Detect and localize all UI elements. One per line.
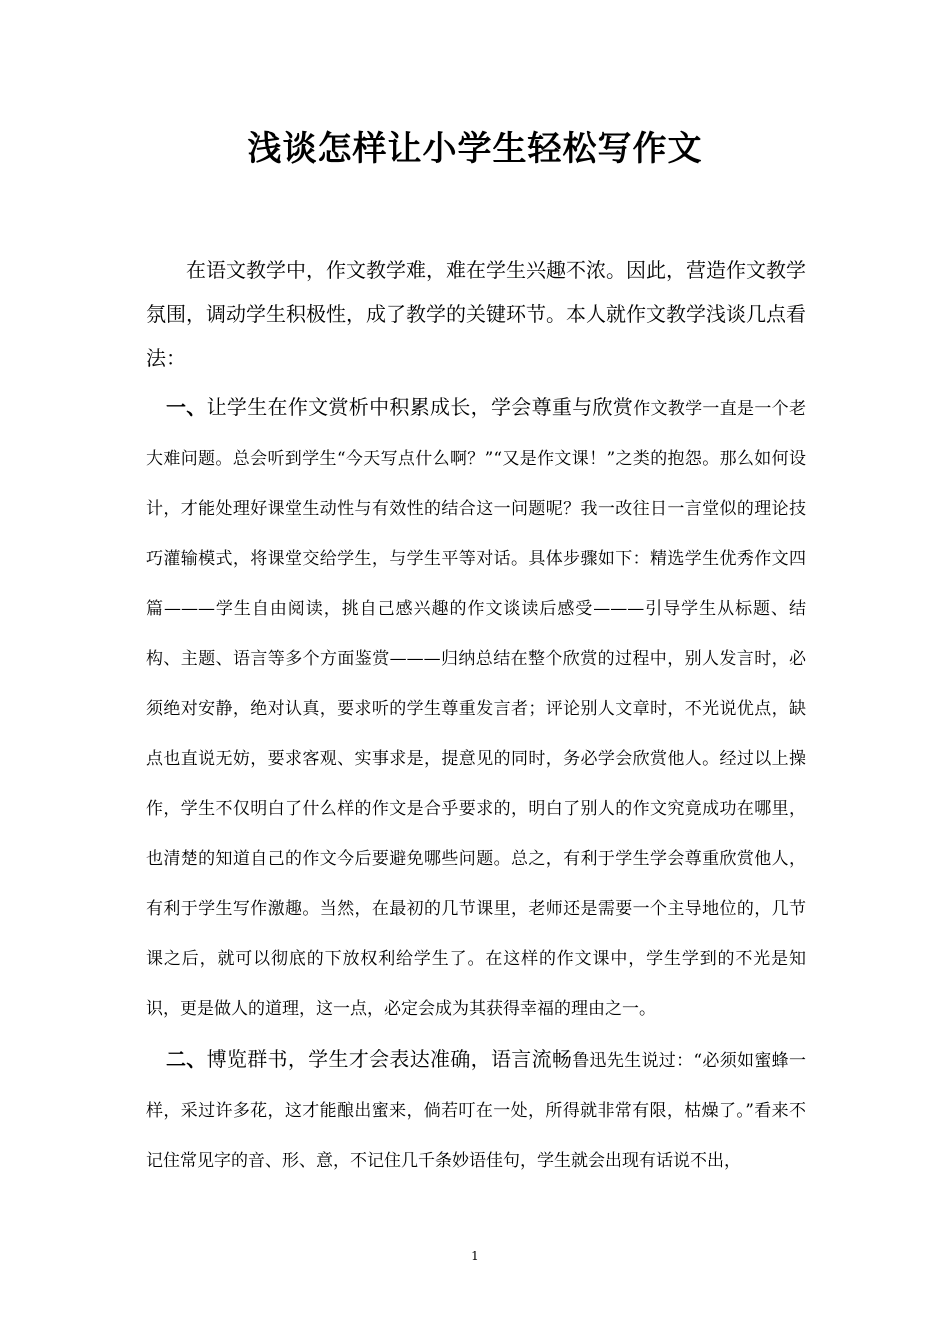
document-title: 浅谈怎样让小学生轻松写作文 xyxy=(247,129,703,169)
section-2-heading-text: 博览群书，学生才会表达准确，语言流畅 xyxy=(206,1047,573,1071)
section-1-number: 一、 xyxy=(166,395,207,419)
section-1-body: 作文教学一直是一个老大难问题。总会听到学生“今天写点什么啊？”“又是作文课！”之类的抱怨。那么如何设计，才能处理好课堂生动性与有效性的结合这一问题呢？我一改往日一言堂似的理论技巧灌输模式，将课堂交给学生，与学生平等对话。具体步骤如下：精选学生优秀作文四篇———学生自由阅读，挑自己感兴趣的作文谈读后感受———引导学生从标题、结构、主题、语言等多个方面鉴赏———归纳总结在整个欣赏的过程中，别人发言时，必须绝对安静，绝对认真，要求听的学生尊重发言者；评论别人文章时，不光说优点，缺点也直说无妨，要求客观、实事求是，提意见的同时，务必学会欣赏他人。经过以上操作，学生不仅明白了什么样的作文是合乎要求的，明白了别人的作文究竟成功在哪里，也清楚的知道自己的作文今后要避免哪些问题。总之，有利于学生学会尊重欣赏他人，有利于学生写作激趣。当然，在最初的几节课里，老师还是需要一个主导地位的，几节课之后，就可以彻底的下放权利给学生了。在这样的作文课中，学生学到的不光是知识，更是做人的道理，这一点，必定会成为其获得幸福的理由之一。 xyxy=(146,399,806,1019)
section-2-number: 二、 xyxy=(166,1047,207,1071)
section-2-body: 鲁迅先生说过：“必须如蜜蜂一样，采过许多花，这才能酿出蜜来，倘若叮在一处，所得就非常有限，枯燥了。”看来不记住常见字的音、形、意，不记住几千条妙语佳句，学生就会出现有话说不出， xyxy=(146,1051,806,1171)
page-number: 1 xyxy=(471,1249,479,1263)
section-1-paragraph xyxy=(146,382,806,1034)
section-2-heading xyxy=(166,1047,572,1071)
document-body xyxy=(146,248,806,1186)
section-1-heading xyxy=(166,395,633,419)
intro-paragraph: 在语文教学中，作文教学难，难在学生兴趣不浓。因此，营造作文教学氛围，调动学生积极性，成了教学的关键环节。本人就作文教学浅谈几点看法： xyxy=(146,258,806,370)
section-1-heading-text: 让学生在作文赏析中积累成长，学会尊重与欣赏 xyxy=(206,395,634,419)
section-2-paragraph xyxy=(146,1034,806,1186)
